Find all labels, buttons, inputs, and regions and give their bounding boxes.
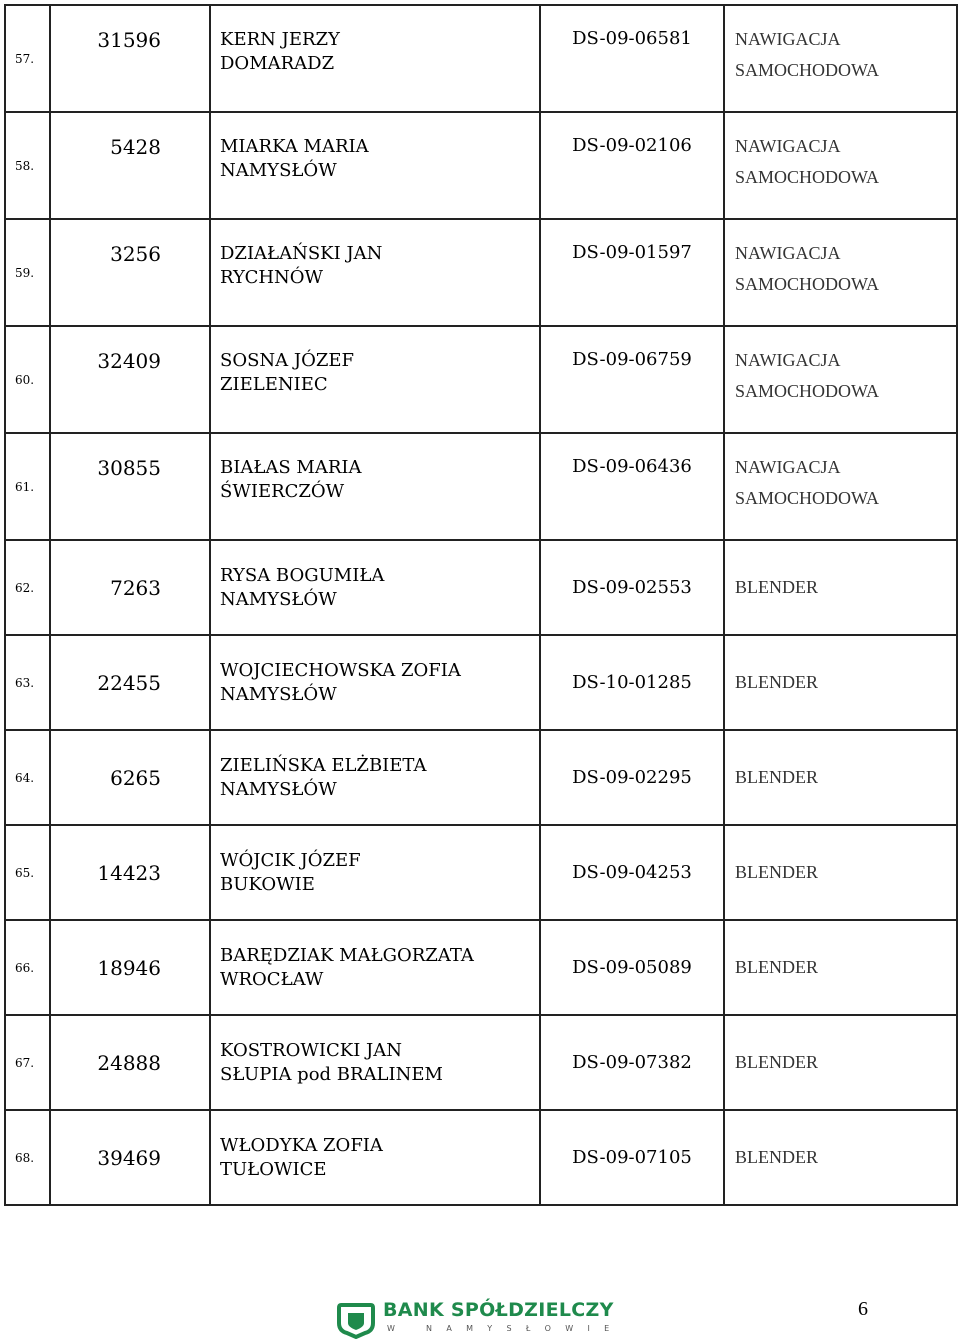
row-number: 60. (5, 326, 50, 433)
participant-name: BARĘDZIAK MAŁGORZATA (220, 944, 474, 966)
participant-place: ZIELENIEC (220, 374, 328, 395)
participant-name-cell (210, 5, 540, 112)
row-number: 68. (5, 1110, 50, 1205)
course-name: NAWIGACJA (735, 243, 841, 263)
participant-place: DOMARADZ (220, 53, 335, 74)
course-name: BLENDER (735, 1147, 818, 1167)
application-code: DS-09-06436 (540, 433, 724, 540)
row-number: 64. (5, 730, 50, 825)
participant-name-cell (210, 635, 540, 730)
table-row (5, 433, 957, 540)
participant-place: ŚWIERCZÓW (220, 481, 345, 502)
participant-name-cell (210, 219, 540, 326)
participant-place: RYCHNÓW (220, 267, 324, 288)
application-code: DS-09-07105 (540, 1110, 724, 1205)
participant-place: NAMYSŁÓW (220, 160, 337, 181)
participant-name-cell (210, 1015, 540, 1110)
application-code: DS-10-01285 (540, 635, 724, 730)
row-number: 58. (5, 112, 50, 219)
application-code: DS-09-06581 (540, 5, 724, 112)
participant-id: 14423 (50, 825, 210, 920)
table-row (5, 635, 957, 730)
row-number: 57. (5, 5, 50, 112)
course-name: BLENDER (735, 672, 818, 692)
participant-place: WROCŁAW (220, 968, 324, 990)
participant-name: WOJCIECHOWSKA ZOFIA (220, 659, 461, 681)
course-name-cell (724, 1110, 957, 1205)
course-name: NAWIGACJA (735, 29, 841, 49)
application-code: DS-09-06759 (540, 326, 724, 433)
participants-table (4, 4, 958, 1206)
course-name-line2: SAMOCHODOWA (735, 274, 880, 294)
table-row (5, 1110, 957, 1205)
application-code: DS-09-02106 (540, 112, 724, 219)
participant-name-cell (210, 433, 540, 540)
row-number: 62. (5, 540, 50, 635)
bank-logo-name: BANK SPÓŁDZIELCZY (383, 1299, 614, 1321)
bank-logo-icon (335, 1297, 377, 1339)
participant-name-cell (210, 920, 540, 1015)
participant-id: 22455 (50, 635, 210, 730)
participant-place: NAMYSŁÓW (220, 588, 337, 610)
participant-name: BIAŁAS MARIA (220, 457, 362, 478)
application-code: DS-09-04253 (540, 825, 724, 920)
row-number: 59. (5, 219, 50, 326)
course-name: BLENDER (735, 577, 818, 597)
participant-name: SOSNA JÓZEF (220, 350, 354, 371)
course-name-cell (724, 112, 957, 219)
participant-name-cell (210, 1110, 540, 1205)
participant-id: 31596 (50, 5, 210, 112)
row-number: 67. (5, 1015, 50, 1110)
participant-id: 5428 (50, 112, 210, 219)
table-row (5, 219, 957, 326)
course-name-cell (724, 635, 957, 730)
participant-id: 32409 (50, 326, 210, 433)
course-name: NAWIGACJA (735, 136, 841, 156)
participant-id: 30855 (50, 433, 210, 540)
participant-place: TUŁOWICE (220, 1158, 327, 1180)
participant-id: 39469 (50, 1110, 210, 1205)
participant-name-cell (210, 326, 540, 433)
participant-name: RYSA BOGUMIŁA (220, 564, 385, 586)
table-row (5, 825, 957, 920)
course-name-line2: SAMOCHODOWA (735, 381, 880, 401)
course-name-cell (724, 920, 957, 1015)
table-row (5, 112, 957, 219)
page-number: 6 (858, 1298, 868, 1320)
course-name-cell (724, 219, 957, 326)
row-number: 61. (5, 433, 50, 540)
course-name-line2: SAMOCHODOWA (735, 167, 880, 187)
participant-name: ZIELIŃSKA ELŻBIETA (220, 754, 427, 776)
course-name-cell (724, 1015, 957, 1110)
bank-logo (335, 1297, 624, 1339)
row-number: 63. (5, 635, 50, 730)
application-code: DS-09-07382 (540, 1015, 724, 1110)
application-code: DS-09-01597 (540, 219, 724, 326)
table-row (5, 540, 957, 635)
course-name: NAWIGACJA (735, 350, 841, 370)
table-row (5, 730, 957, 825)
course-name-cell (724, 326, 957, 433)
course-name-cell (724, 5, 957, 112)
participants-table-body (5, 5, 957, 1205)
course-name-cell (724, 825, 957, 920)
table-row (5, 5, 957, 112)
participant-name: WŁODYKA ZOFIA (220, 1134, 383, 1156)
participant-id: 6265 (50, 730, 210, 825)
table-row (5, 1015, 957, 1110)
participant-name-cell (210, 540, 540, 635)
participant-id: 7263 (50, 540, 210, 635)
participant-name: WÓJCIK JÓZEF (220, 849, 361, 871)
row-number: 66. (5, 920, 50, 1015)
course-name: BLENDER (735, 1052, 818, 1072)
participant-name: DZIAŁAŃSKI JAN (220, 243, 383, 264)
course-name: BLENDER (735, 957, 818, 977)
application-code: DS-09-02295 (540, 730, 724, 825)
table-row (5, 920, 957, 1015)
participant-id: 18946 (50, 920, 210, 1015)
course-name-cell (724, 540, 957, 635)
application-code: DS-09-02553 (540, 540, 724, 635)
participant-place: SŁUPIA pod BRALINEM (220, 1063, 443, 1085)
course-name-line2: SAMOCHODOWA (735, 60, 880, 80)
participant-name-cell (210, 825, 540, 920)
participant-name-cell (210, 730, 540, 825)
course-name-cell (724, 730, 957, 825)
participant-name: KOSTROWICKI JAN (220, 1039, 402, 1061)
bank-logo-subtitle: W NAMYSŁOWIE (387, 1324, 624, 1333)
application-code: DS-09-05089 (540, 920, 724, 1015)
course-name: BLENDER (735, 862, 818, 882)
row-number: 65. (5, 825, 50, 920)
participant-name: MIARKA MARIA (220, 136, 369, 157)
course-name-line2: SAMOCHODOWA (735, 488, 880, 508)
participant-place: BUKOWIE (220, 873, 315, 895)
course-name: NAWIGACJA (735, 457, 841, 477)
participant-name-cell (210, 112, 540, 219)
participant-place: NAMYSŁÓW (220, 683, 337, 705)
course-name: BLENDER (735, 767, 818, 787)
table-row (5, 326, 957, 433)
participant-place: NAMYSŁÓW (220, 778, 337, 800)
participant-name: KERN JERZY (220, 29, 340, 50)
participant-id: 24888 (50, 1015, 210, 1110)
participant-id: 3256 (50, 219, 210, 326)
course-name-cell (724, 433, 957, 540)
